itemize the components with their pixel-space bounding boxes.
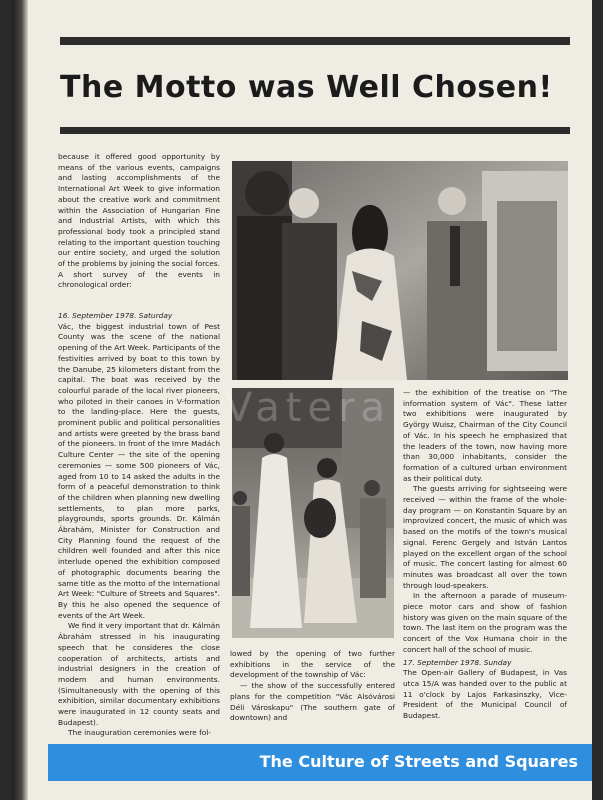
competition-paragraph: — the show of the successfully entered plans for the competition "Vác Alsóvárosi Déli Városkapu" (The southern gate of downtown) and — [230, 681, 395, 723]
date-heading-2: 17. September 1978. Sunday — [403, 657, 512, 667]
photo-fashion-show-image — [232, 388, 394, 638]
page-binding — [12, 0, 28, 800]
intro-paragraph: because it offered good opportunity by means of the various events, campaigns and lasting accomplishments of the International Art Week to give information about the creative work and commitment within the Association of Hungarian Fine and Industrial Artists, with which this professional body took a principled stand relating to the important question touching our entire society, and urged the solution of the problems by joining the social forces. — [58, 152, 220, 269]
footer-title: The Culture of Streets and Squares — [259, 752, 578, 771]
column-1-body — [58, 309, 220, 739]
magazine-page — [12, 0, 592, 800]
exhibitions-paragraph: lowed by the opening of two further exhibitions in the service of the development of the township of Vác: — [230, 649, 395, 680]
footer-banner — [48, 744, 592, 781]
photo-officials — [232, 161, 568, 380]
treatise-paragraph: — the exhibition of the treatise on "The information system of Vác". These latter two exhibitions were inaugurated by György Wuisz, Chairman of the City Council of Vác. In his speech he emphasized that the leaders of the town, now having more than 30,000 inhabitants, consider the formation of a cultured urban environment as their political duty. — [403, 388, 567, 483]
parade-paragraph: In the afternoon a parade of museum-piece motor cars and show of fashion history was given on the main square of the town. The last item on the program was the concert of the Vox Humana choir in the concert hall of the school of music. — [403, 591, 567, 654]
watermark-text: Vatera — [225, 385, 392, 431]
title-rule — [60, 127, 570, 134]
ceremonies-paragraph: The inauguration ceremonies were fol- — [68, 728, 211, 738]
speech-paragraph: We find it very important that dr. Kálmán Ábrahám stressed in his inaugurating speech that he consideres the close cooperation of architects, artists and industrial designers in the creation of modern and human environments. (Simultaneously with the opening of this exhibition, similar documentary exhibitions were inaugurated in 12 county seats and Budapest). — [58, 621, 220, 727]
top-rule — [60, 37, 570, 45]
gallery-paragraph: The Open-air Gallery of Budapest, in Vas utca 15/A was handed over to the public at 11 o'clock by Lajos Farkasinszky, Vice-President of the Municipal Council of Budapest. — [403, 668, 567, 721]
column-3-text — [403, 388, 567, 722]
vac-paragraph: Vác, the biggest industrial town of Pest County was the scene of the national opening of the Art Week. Participants of the festivities arrived by boat to this town by the Danube, 25 kilometers distant from the capital. The boat was received by the colourful parade of the local river pioneers, who piloted in their canoes in V-formation to the landing-place. Here the guests, prominent public and political personalities and artists were greeted by the brass band of the pioneers. In front of the Imre Madách Culture Center — the site of the opening ceremonies — some 500 pioneers of Vác, aged from 10 to 14 asked the adults in the form of a peaceful demonstration to think of the children when planning new dwelling settlements, to plan more parks, playgrounds, sports grounds. Dr. Kálmán Ábrahám, Minister for Construction and City Planning found the request of the children well founded and after this nice interlude opened the exhibition composed of photographic documents bearing the same title as the motto of the International Art Week: "Culture of Streets and Squares". By this he also opened the sequence of events of the Art Week. — [58, 321, 220, 620]
column-2-text — [230, 649, 395, 724]
photo-fashion-show — [232, 388, 394, 638]
article-title: The Motto was Well Chosen! — [60, 70, 553, 105]
concert-paragraph: The guests arriving for sightseeing were received — within the frame of the whole-day program — on Konstantin Square by an improvized concert, the music of which was based on the motifs of the town's musical signal. Ferenc Gergely and István Lantos played on the excellent organ of the school of music. The concert lasting for almost 60 minutes was broadcast all over the town through loud-speakers. — [403, 484, 567, 590]
survey-paragraph: A short survey of the events in chronological order: — [58, 269, 220, 290]
column-1-intro — [58, 152, 220, 291]
photo-officials-image — [232, 161, 568, 380]
date-heading-1: 16. September 1978. Saturday — [58, 311, 173, 320]
